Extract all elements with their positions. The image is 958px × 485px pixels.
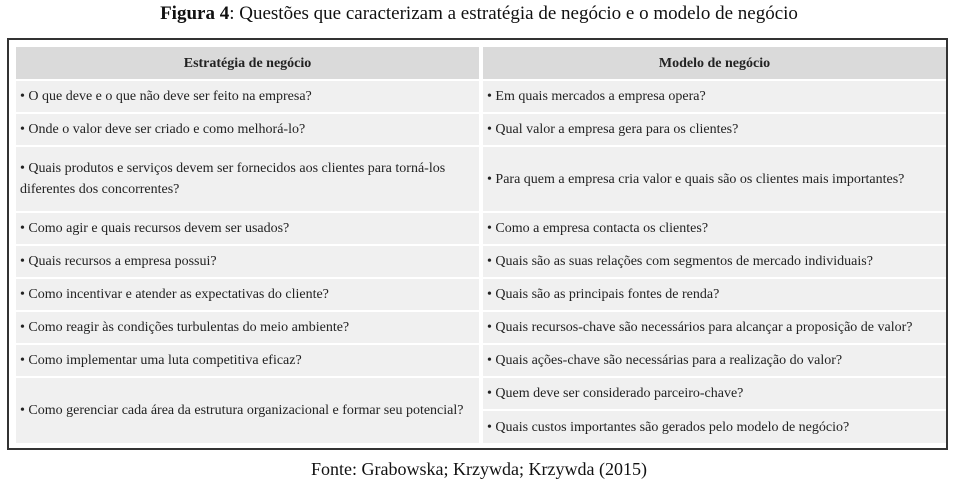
source-citation: Fonte: Grabowska; Krzywda; Krzywda (2015) [311,459,647,479]
table-cell [483,213,946,244]
comparison-table [7,38,948,450]
cell-text: • Quais recursos-chave são necessários para alcançar a proposição de valor? [487,320,913,335]
cell-text: • Como implementar uma luta competitiva eficaz? [20,353,302,368]
table-cell [483,411,946,443]
cell-text: • Quais são as principais fontes de renda? [487,287,720,302]
table-cell [483,279,946,310]
table-cell [483,246,946,277]
cell-text: • Onde o valor deve ser criado e como melhorá-lo? [20,122,306,137]
table-cell [16,378,479,443]
cell-text: • Quais recursos a empresa possui? [20,254,217,269]
cell-text: • Quais produtos e serviços devem ser fornecidos aos clientes para torná-los diferentes dos concorrentes? [20,161,446,197]
cell-text: • Para quem a empresa cria valor e quais são os clientes mais importantes? [487,171,905,187]
cell-text: • Qual valor a empresa gera para os clientes? [487,122,739,137]
cell-text: • Como agir e quais recursos devem ser usados? [20,221,290,236]
cell-text: • Quais são as suas relações com segmentos de mercado individuais? [487,254,873,269]
table-cell [16,114,479,145]
table-cell [16,345,479,376]
cell-text: • Quem deve ser considerado parceiro-chave? [487,386,744,401]
cell-text: • Como reagir às condições turbulentas do meio ambiente? [20,320,350,335]
table-cell [483,345,946,376]
table-cell [16,312,479,343]
table-cell [483,114,946,145]
table-cell [483,81,946,112]
figure-title: : Questões que caracterizam a estratégia de negócio e o modelo de negócio [229,3,798,24]
cell-text: • Quais custos importantes são gerados pelo modelo de negócio? [487,419,850,435]
strategy-column [16,47,479,418]
table-cell [16,279,479,310]
model-column [483,47,946,435]
figure-caption [0,2,958,26]
table-cell [483,147,946,211]
cell-text: • Como incentivar e atender as expectativas do cliente? [20,287,329,302]
table-cell [16,147,479,211]
table-cell [16,213,479,244]
cell-text: • Como a empresa contacta os clientes? [487,221,709,236]
table-cell [483,378,946,409]
table-cell [483,312,946,343]
column-header-strategy: Estratégia de negócio [16,47,479,79]
column-header-model: Modelo de negócio [483,47,946,79]
table-cell [16,81,479,112]
cell-text: • Como gerenciar cada área da estrutura organizacional e formar seu potencial? [20,403,464,418]
cell-text: • Quais ações-chave são necessárias para a realização do valor? [487,353,843,368]
table-cell [16,246,479,277]
cell-text: • Em quais mercados a empresa opera? [487,89,706,104]
cell-text: • O que deve e o que não deve ser feito na empresa? [20,89,312,104]
figure-label: Figura 4 [160,3,230,24]
